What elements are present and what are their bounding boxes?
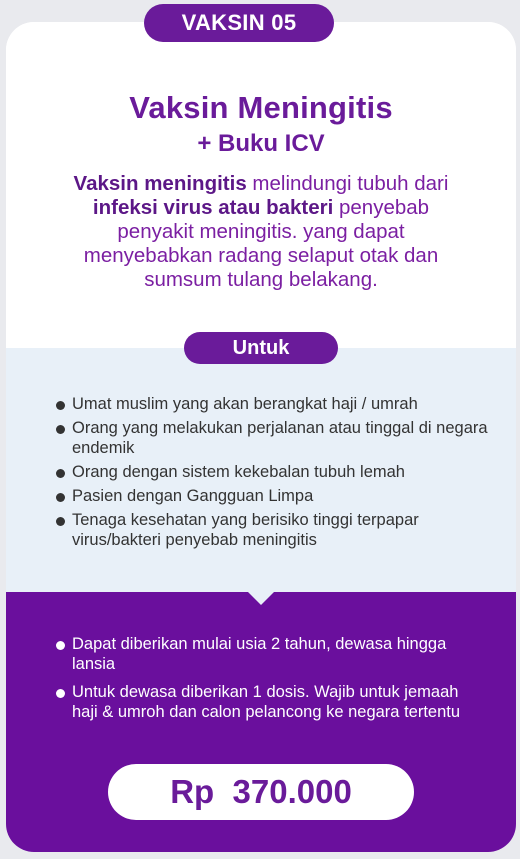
list-item: Pasien dengan Gangguan Limpa — [54, 486, 494, 506]
list-item: Orang yang melakukan perjalanan atau tinggal di negara endemik — [54, 418, 494, 458]
vaccine-card — [6, 22, 516, 852]
vaccine-title: Vaksin Meningitis — [129, 90, 393, 125]
section-notch — [248, 592, 274, 605]
list-item: Orang dengan sistem kekebalan tubuh lemah — [54, 462, 494, 482]
target-list — [54, 394, 494, 554]
desc-text-1: melindungi tubuh dari — [246, 172, 449, 195]
desc-text-2: penyebab penyakit meningitis. yang dapat menyebabkan radang selaput otak dan sumsum tulang belakang. — [83, 196, 439, 291]
desc-bold-1: Vaksin meningitis — [73, 172, 247, 195]
notes-list — [54, 634, 484, 730]
vaccine-subtitle: + Buku ICV — [197, 130, 325, 157]
note-item: Untuk dewasa diberikan 1 dosis. Wajib untuk jemaah haji & umroh dan calon pelancong ke negara tertentu — [54, 682, 484, 722]
price-tag: Rp 370.000 — [108, 764, 414, 820]
list-item: Tenaga kesehatan yang berisiko tinggi terpapar virus/bakteri penyebab meningitis — [54, 510, 494, 550]
desc-bold-2: infeksi virus atau bakteri — [92, 196, 334, 219]
note-item: Dapat diberikan mulai usia 2 tahun, dewasa hingga lansia — [54, 634, 484, 674]
list-item: Umat muslim yang akan berangkat haji / umrah — [54, 394, 494, 414]
vaccine-description — [64, 172, 458, 292]
untuk-label: Untuk — [184, 332, 338, 364]
vaccine-number-badge: VAKSIN 05 — [144, 4, 334, 42]
